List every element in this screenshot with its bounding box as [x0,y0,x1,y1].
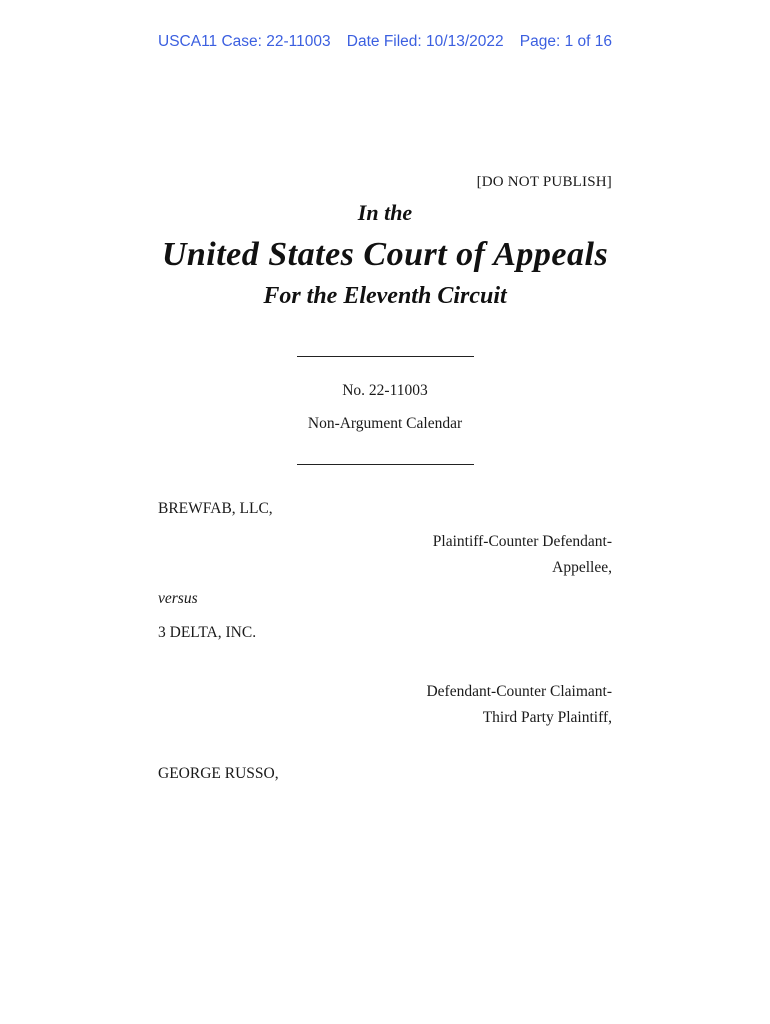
court-name: United States Court of Appeals [161,236,609,273]
divider-top [297,356,474,357]
court-circuit: For the Eleventh Circuit [263,283,507,309]
calendar-type: Non-Argument Calendar [307,415,463,432]
party-george-russo: GEORGE RUSSO, [158,765,279,782]
date-filed-stamp: Date Filed: 10/13/2022 [346,33,504,50]
court-in-the: In the [357,200,413,225]
party-role-1 [433,529,612,581]
party-3-delta: 3 DELTA, INC. [158,624,257,641]
filing-header [158,33,612,51]
case-number-stamp: USCA11 Case: 22-11003 [158,33,331,50]
versus-label: versus [158,590,198,607]
party-brewfab: BREWFAB, LLC, [158,500,273,517]
party-role-2-line-1: Defendant-Counter Claimant- [426,683,612,700]
page-count-stamp: Page: 1 of 16 [519,33,612,50]
party-role-1-line-1: Plaintiff-Counter Defendant- [432,533,612,550]
case-number: No. 22-11003 [342,382,428,399]
divider-bottom [297,464,474,465]
party-role-2 [426,679,612,731]
party-role-2-line-2: Third Party Plaintiff, [482,709,612,726]
publish-flag: [DO NOT PUBLISH] [476,174,612,190]
party-role-1-line-2: Appellee, [552,559,612,576]
